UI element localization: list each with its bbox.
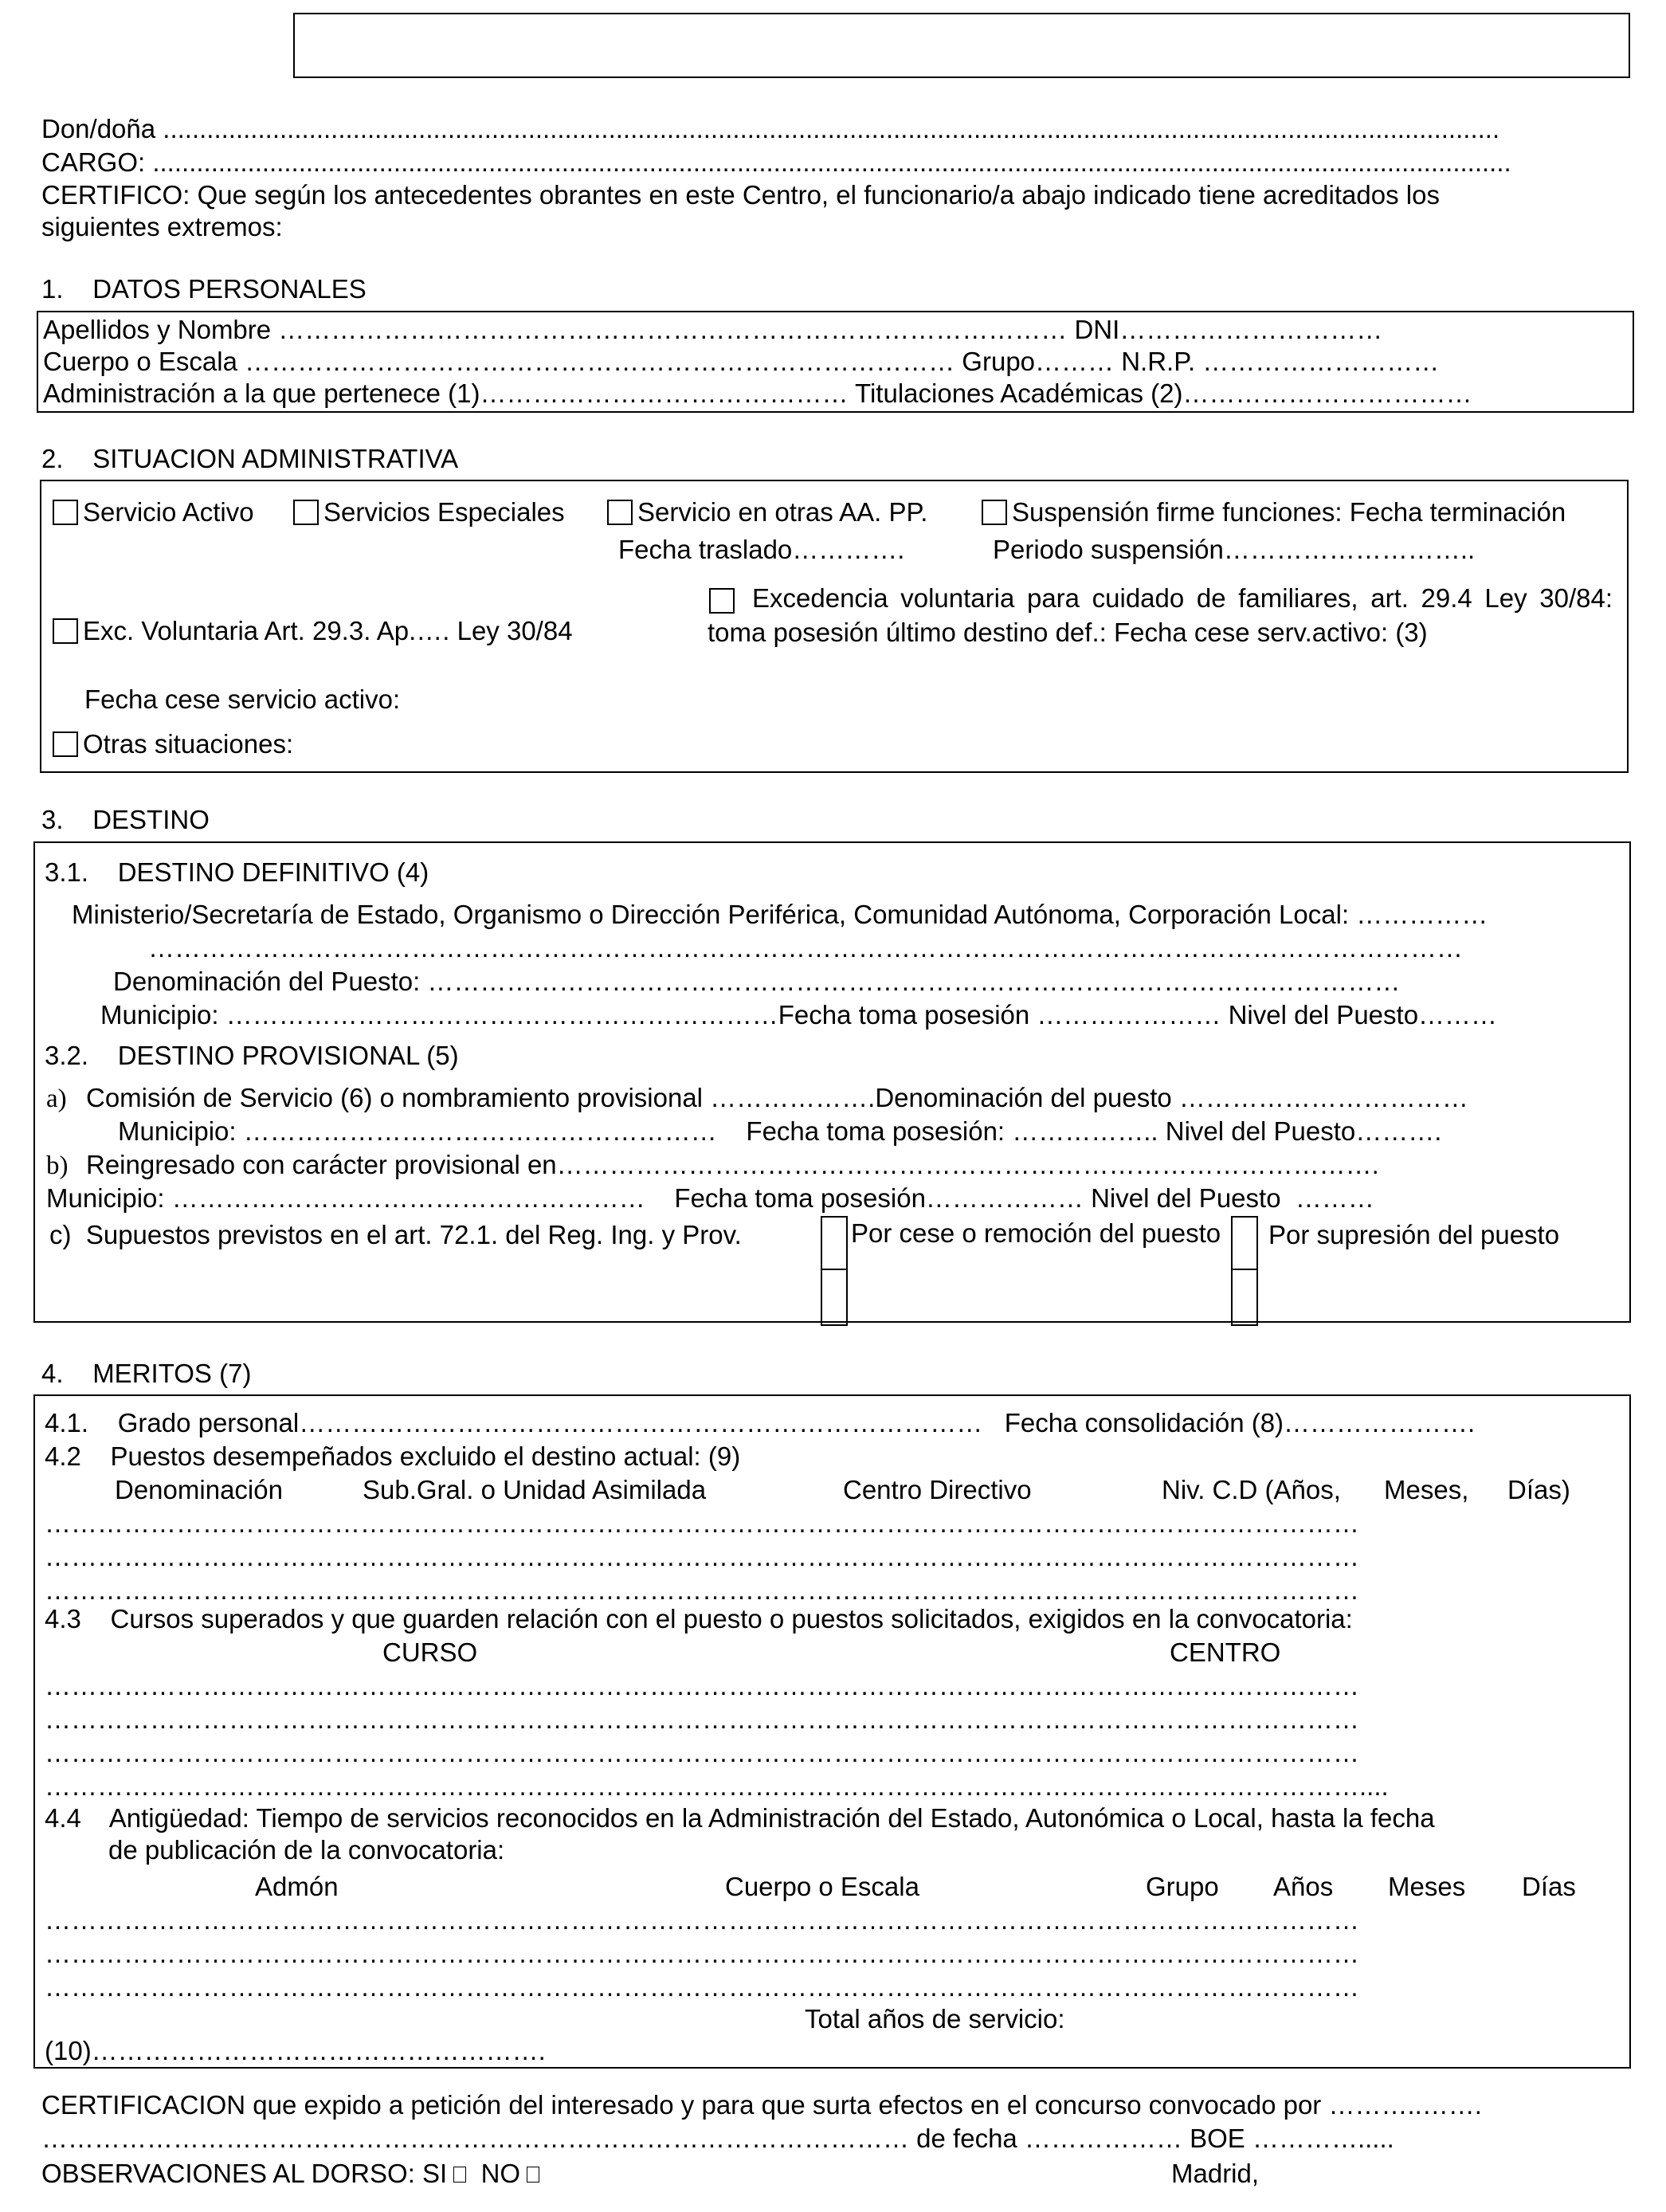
- checkbox[interactable]: [607, 500, 633, 525]
- denominacion-puesto-line: Denominación del Puesto: …………………………………………………………………………………………………: [113, 967, 1401, 996]
- section-2-title: 2. SITUACION ADMINISTRATIVA: [41, 444, 459, 473]
- cargo-line: CARGO: ..........................................................................................................................................................................................: [41, 147, 1511, 177]
- supuestos-line: c) Supuestos previstos en el art. 72.1. del Reg. Ing. y Prov.: [49, 1220, 742, 1249]
- checkbox-supresion[interactable]: [1231, 1216, 1258, 1326]
- top-blank-box: [293, 13, 1630, 78]
- cursos-dots-1: ……………………………………………………………………………………………………………………………………: [45, 1671, 1359, 1700]
- puestos-desempenados-line: 4.2 Puestos desempeñados excluido el destino actual: (9): [45, 1441, 741, 1471]
- administracion-line: Administración a la que pertenece (1)…………………………………… Titulaciones Académicas (2)……………………………: [43, 378, 1472, 408]
- antiguedad-dots-2: ……………………………………………………………………………………………………………………………………: [45, 1939, 1359, 1968]
- cursos-line: 4.3 Cursos superados y que guarden relación con el puesto o puestos solicitados, exigidos en la convocatoria:: [45, 1604, 1353, 1634]
- puestos-dots-3: ……………………………………………………………………………………………………………………………………: [45, 1575, 1359, 1605]
- item-b-letter: b): [46, 1151, 69, 1180]
- checkbox-cese-remocion[interactable]: [821, 1216, 848, 1326]
- checkbox[interactable]: [53, 500, 78, 525]
- antiguedad-dots-3: ……………………………………………………………………………………………………………………………………: [45, 1972, 1359, 2002]
- antiguedad-line-2: de publicación de la convocatoria:: [108, 1835, 505, 1865]
- opt-exc-voluntaria[interactable]: Exc. Voluntaria Art. 29.3. Ap.…. Ley 30/84: [53, 615, 573, 647]
- cese-remocion-option: Por cese o remoción del puesto: [851, 1218, 1221, 1248]
- opt-otras-aapp[interactable]: Servicio en otras AA. PP.: [607, 496, 927, 528]
- section-4-title: 4. MERITOS (7): [41, 1359, 252, 1388]
- col-denominacion: Denominación: [115, 1475, 283, 1504]
- section-1-title: 1. DATOS PERSONALES: [41, 274, 367, 304]
- total-anos-dots: (10)…………………………………………….: [45, 2036, 546, 2065]
- certificacion-line: CERTIFICACION que expido a petición del interesado y para que surta efectos en el concurso convocado por ………..…….: [41, 2090, 1482, 2120]
- antiguedad-dots-1: ……………………………………………………………………………………………………………………………………: [45, 1905, 1359, 1935]
- opt-otras-situaciones[interactable]: Otras situaciones:: [53, 728, 293, 760]
- puestos-dots-1: ……………………………………………………………………………………………………………………………………: [45, 1508, 1359, 1538]
- certifico-line: CERTIFICO: Que según los antecedentes obrantes en este Centro, el funcionario/a abajo indicado tiene acreditados los: [41, 180, 1440, 210]
- opt-suspension[interactable]: Suspensión firme funciones: Fecha terminación: [982, 496, 1566, 528]
- checkbox[interactable]: [53, 731, 78, 757]
- checkbox[interactable]: [53, 618, 78, 644]
- ministerio-dots: ……………………………………………………………………………………………………………………………………: [148, 933, 1463, 963]
- excedencia-familiares-text: Excedencia voluntaria para cuidado de familiares, art. 29.4 Ley 30/84: toma posesión último destino def.: Fecha cese serv.activo: (3): [708, 583, 1613, 647]
- col-centro-directivo: Centro Directivo: [843, 1475, 1032, 1504]
- col-niv-cd: Niv. C.D (Años,: [1162, 1475, 1341, 1504]
- fecha-traslado: Fecha traslado………….: [618, 535, 905, 564]
- apellidos-line: Apellidos y Nombre ……………………………………………………………………………… DNI…………………………: [43, 315, 1383, 344]
- madrid-label: Madrid,: [1171, 2159, 1260, 2188]
- municipio-a-line: Municipio: ……………………………………………… Fecha toma posesión: …………….. Nivel del Puesto……….: [118, 1116, 1442, 1146]
- fecha-cese-servicio: Fecha cese servicio activo:: [84, 684, 401, 714]
- col-admon: Admón: [255, 1872, 339, 1901]
- checkbox-no[interactable]: [527, 2167, 539, 2183]
- item-a-letter: a): [46, 1084, 67, 1113]
- checkbox[interactable]: [982, 500, 1007, 525]
- destino-provisional-title: 3.2. DESTINO PROVISIONAL (5): [45, 1041, 459, 1070]
- section-3-title: 3. DESTINO: [41, 805, 210, 834]
- cursos-dots-3: ……………………………………………………………………………………………………………………………………: [45, 1738, 1359, 1767]
- col-curso: CURSO: [382, 1637, 478, 1667]
- col-anos: Años: [1273, 1872, 1334, 1901]
- ministerio-line: Ministerio/Secretaría de Estado, Organismo o Dirección Periférica, Comunidad Autónoma, Corporación Local: ……………: [72, 900, 1488, 929]
- col-dias: Días): [1507, 1475, 1570, 1504]
- cursos-dots-4: ……………………………………………………………………………………………………………………………………....: [45, 1771, 1389, 1801]
- col-meses: Meses,: [1384, 1475, 1469, 1504]
- comision-servicio-line: Comisión de Servicio (6) o nombramiento provisional ……………….Denominación del puesto ……………………………: [86, 1083, 1468, 1112]
- total-anos-label: Total años de servicio:: [805, 2004, 1065, 2034]
- puestos-dots-2: ……………………………………………………………………………………………………………………………………: [45, 1542, 1359, 1571]
- col-meses-2: Meses: [1388, 1872, 1466, 1901]
- col-cuerpo-escala: Cuerpo o Escala: [725, 1872, 919, 1901]
- destino-definitivo-title: 3.1. DESTINO DEFINITIVO (4): [45, 857, 429, 887]
- cuerpo-line: Cuerpo o Escala ……………………………………………………………………… Grupo……… N.R.P. ………………………: [43, 347, 1440, 376]
- observaciones-line: OBSERVACIONES AL DORSO: SI NO: [41, 2158, 539, 2190]
- municipio-definitivo-line: Municipio: ………………………………………………………Fecha toma posesión ………………… Nivel del Puesto………: [100, 1000, 1498, 1030]
- periodo-suspension: Periodo suspensión………………………..: [993, 535, 1476, 564]
- col-centro: CENTRO: [1170, 1637, 1281, 1667]
- grado-personal-line: 4.1. Grado personal…………………………………………………………………… Fecha consolidación (8)………………….: [45, 1408, 1476, 1437]
- municipio-b-line: Municipio: ……………………………………………… Fecha toma posesión……………… Nivel del Puesto ………: [46, 1183, 1374, 1213]
- col-grupo: Grupo: [1146, 1872, 1219, 1901]
- col-dias-2: Días: [1522, 1872, 1576, 1901]
- opt-servicio-activo[interactable]: Servicio Activo: [53, 496, 254, 528]
- supresion-option: Por supresión del puesto: [1268, 1220, 1560, 1249]
- certifico-line-2: siguientes extremos:: [41, 212, 283, 241]
- opt-servicios-especiales[interactable]: Servicios Especiales: [293, 496, 565, 528]
- checkbox-si[interactable]: [453, 2167, 466, 2183]
- don-line: Don/doña .......................................................................................................................................................................................: [41, 114, 1500, 143]
- cursos-dots-2: ……………………………………………………………………………………………………………………………………: [45, 1704, 1359, 1734]
- reingresado-line: Reingresado con carácter provisional en………………………………………………………………………………….: [86, 1150, 1379, 1179]
- checkbox[interactable]: [293, 500, 319, 525]
- fecha-boe-line: ……………………………………………………………………………………… de fecha ……………… BOE ………….....: [41, 2124, 1394, 2153]
- antiguedad-line: 4.4 Antigüedad: Tiempo de servicios reconocidos en la Administración del Estado, Autonómica o Local, hasta la fecha: [45, 1803, 1435, 1833]
- col-subgral: Sub.Gral. o Unidad Asimilada: [363, 1475, 707, 1504]
